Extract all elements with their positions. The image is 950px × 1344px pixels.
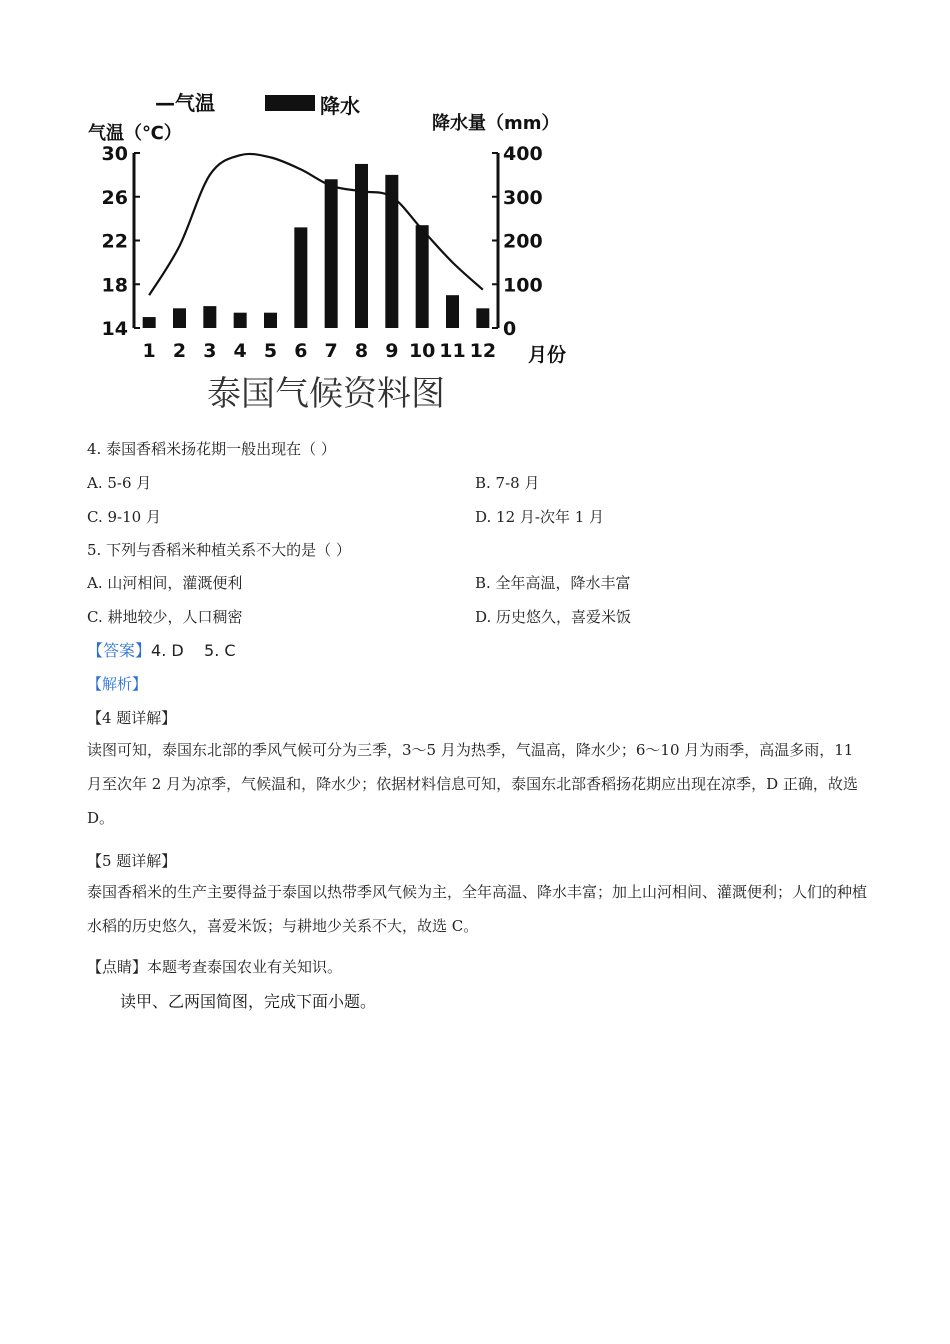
precipitation-bar [143,317,156,328]
y-right-tick-label: 100 [503,274,543,297]
x-tick-label: 6 [294,340,308,362]
q5-option-c: C. 耕地较少，人口稠密 [87,608,243,626]
chart-legend [155,91,360,118]
legend-temperature-label: —气温 [155,91,215,115]
y-left-tick-label: 26 [101,186,128,209]
x-tick-label: 4 [233,340,247,362]
precipitation-bar [355,164,368,328]
q4-option-a: A. 5-6 月 [87,474,152,492]
precipitation-bar [294,227,307,328]
y-right-tick-label: 0 [503,318,517,340]
remark: 【点睛】本题考查泰国农业有关知识。 [87,958,343,976]
precipitation-bar [264,313,277,328]
detail5-heading: 【5 题详解】 [87,852,177,870]
chart-title: 泰国气候资料图 [207,374,445,414]
q4-option-b: B. 7-8 月 [475,474,540,492]
analysis-label: 【解析】 [87,675,148,693]
q5-option-b: B. 全年高温，降水丰富 [475,574,631,592]
y-left-tick-label: 22 [101,230,128,253]
x-tick-label: 8 [354,340,369,362]
answer-label: 【答案】 [87,641,152,660]
next-intro: 读甲、乙两国简图，完成下面小题。 [120,992,377,1011]
legend-precipitation-label: 降水 [320,94,360,118]
q4-stem: 4. 泰国香稻米扬花期一般出现在（ ） [87,440,336,458]
y-right-tick-label: 300 [503,186,543,209]
precipitation-bar [476,308,489,328]
x-tick-label: 5 [263,340,278,362]
x-tick-label: 2 [172,340,187,362]
precipitation-bar [416,225,429,328]
detail4-heading: 【4 题详解】 [87,709,177,727]
detail5-text: 泰国香稻米的生产主要得益于泰国以热带季风气候为主，全年高温、降水丰富；加上山河相间、灌溉便利；人们的种植水稻的历史悠久，喜爱米饭；与耕地少关系不大，故选 C。 [87,883,868,935]
y-left-tick-label: 30 [101,143,128,165]
x-tick-label: 11 [439,340,466,362]
y-right-tick-label: 400 [503,143,543,165]
y-right-tick-label: 200 [503,230,543,253]
detail4-text: 读图可知，泰国东北部的季风气候可分为三季，3～5 月为热季，气温高，降水少；6～10 月为雨季，高温多雨，11 月至次年 2 月为凉季，气候温和，降水少；依据材料信息可知，泰国东北部香稻扬花期应出现在凉季，D 正确，故选 D。 [87,741,858,827]
precipitation-bar [234,313,247,328]
legend-precipitation-swatch [265,95,315,111]
x-tick-label: 10 [408,340,436,362]
y-left-tick-label: 18 [101,274,128,297]
x-unit-label: 月份 [528,344,567,366]
x-tick-label: 12 [469,340,497,362]
answer-line [87,638,236,661]
q5-option-d: D. 历史悠久，喜爱米饭 [475,608,632,626]
x-tick-label: 9 [385,340,399,362]
y-right-axis-title: 降水量（mm） [432,113,560,134]
q4-option-d: D. 12 月-次年 1 月 [475,508,605,526]
q5-stem: 5. 下列与香稻米种植关系不大的是（ ） [87,541,351,559]
temperature-line [149,154,483,295]
x-tick-label: 3 [203,340,217,362]
y-left-axis-title: 气温（℃） [88,123,182,144]
y-left-tick-label: 14 [101,318,128,340]
precipitation-bar [203,306,216,328]
precipitation-bar [325,179,338,328]
x-tick-label: 7 [324,340,338,362]
tick-labels [102,143,543,362]
precipitation-bar [173,308,186,328]
answer-value: 4. D 5. C [151,641,236,660]
q4-option-c: C. 9-10 月 [87,508,161,526]
thailand-climate-chart [80,85,570,420]
x-tick-label: 1 [142,340,156,362]
q5-option-a: A. 山河相间，灌溉便利 [87,574,243,592]
precipitation-bar [446,295,459,328]
